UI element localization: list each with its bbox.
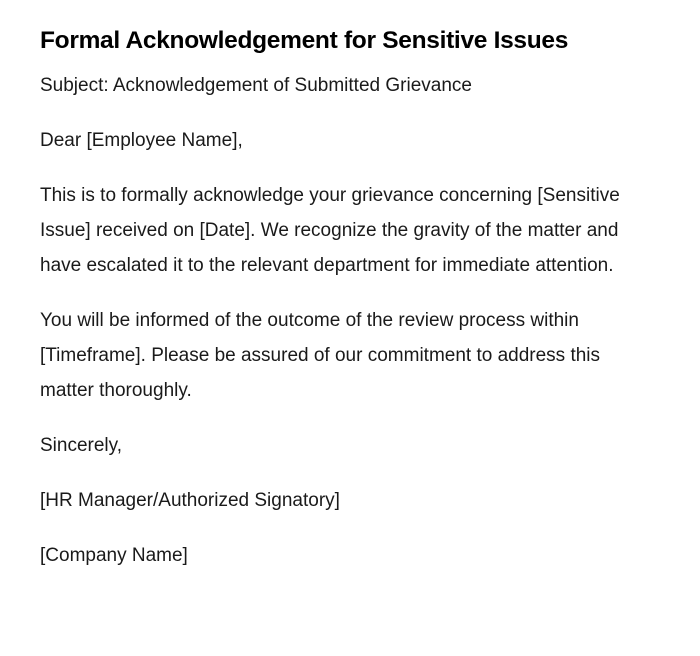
closing: Sincerely, — [40, 435, 123, 456]
subject-line: Subject: Acknowledgement of Submitted Grievance — [40, 75, 472, 96]
body-paragraph-2: You will be informed of the outcome of the review process within [Timeframe]. Please be assured of our commitment to address this matter thoroughly. — [40, 310, 601, 401]
document-title: Formal Acknowledgement for Sensitive Issues — [40, 27, 569, 54]
signatory: [HR Manager/Authorized Signatory] — [40, 490, 340, 511]
letter-document — [40, 24, 640, 573]
company-name: [Company Name] — [40, 545, 188, 566]
body-paragraph-1: This is to formally acknowledge your grievance concerning [Sensitive Issue] received on [Date]. We recognize the gravity of the matter and have escalated it to the relevant department for immediate attention. — [40, 185, 620, 276]
greeting: Dear [Employee Name], — [40, 130, 243, 151]
